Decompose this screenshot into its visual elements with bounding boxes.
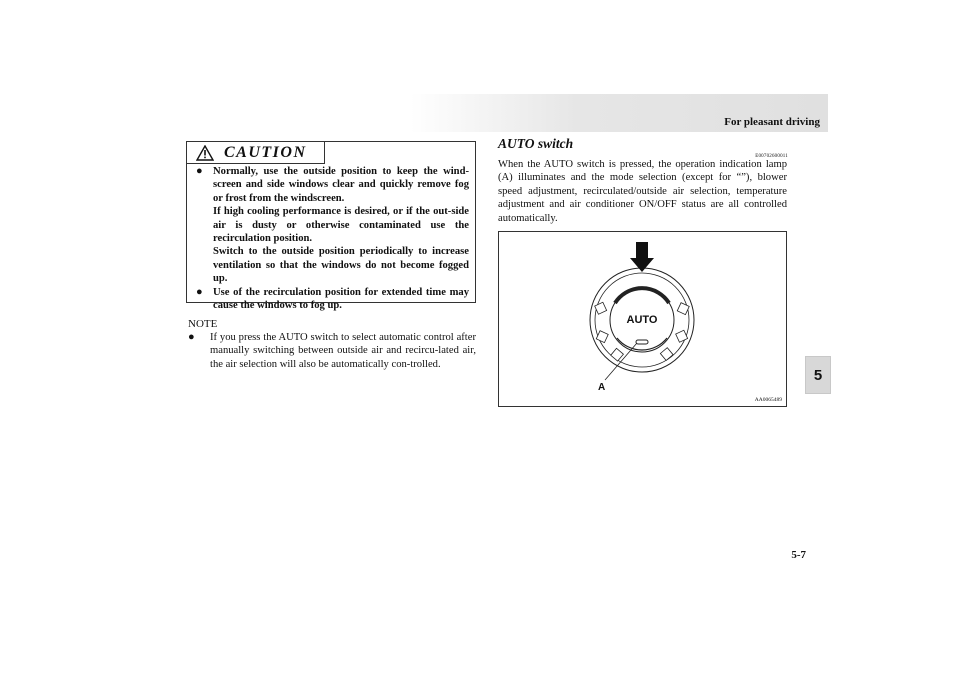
bullet-icon: ● bbox=[188, 331, 195, 343]
auto-switch-illustration bbox=[499, 232, 786, 406]
page-header-title: For pleasant driving bbox=[724, 116, 820, 128]
caution-header bbox=[187, 142, 325, 164]
note-label: NOTE bbox=[188, 318, 218, 330]
section-body: When the AUTO switch is pressed, the operation indication lamp (A) illuminates and the mode selection (except for “”), blower speed adjustment, recirculated/outside air selection, temperature adjustment and air conditioner ON/OFF status are all controlled automatically. bbox=[498, 159, 787, 224]
bullet-icon: ● bbox=[196, 165, 203, 177]
caution-item bbox=[195, 165, 469, 286]
chapter-tab: 5 bbox=[805, 356, 831, 394]
caution-box bbox=[186, 141, 476, 312]
caution-title: CAUTION bbox=[224, 143, 307, 161]
section-code: E00702600011 bbox=[755, 154, 788, 159]
auto-button-label: AUTO bbox=[626, 314, 658, 326]
caution-item-text: Normally, use the outside position to keep the wind-screen and side windows clear and quickly remove fog or frost from the windscreen. If high cooling performance is desired, or if the out-side air is dusty or otherwise contaminated use the recirculation position. Switch to the outside position periodically to increase ventilation so that the windows do not become fogged up. bbox=[213, 166, 469, 285]
callout-label-a: A bbox=[598, 382, 606, 393]
section-title: AUTO switch bbox=[498, 136, 574, 151]
figure-code: AA0065489 bbox=[754, 397, 782, 403]
caution-item bbox=[195, 286, 469, 313]
caution-list bbox=[195, 165, 469, 312]
warning-triangle-icon bbox=[196, 145, 214, 161]
page-number: 5-7 bbox=[791, 549, 806, 561]
bullet-icon: ● bbox=[196, 285, 203, 298]
caution-item-text: Use of the recirculation position for extended time may cause the windows to fog up. bbox=[213, 286, 469, 312]
note-item bbox=[188, 331, 476, 371]
note-item-text: If you press the AUTO switch to select automatic control after manually switching between outside air and recircu-lated air, the air selection will also be automatically con-trolled. bbox=[210, 332, 476, 370]
auto-switch-figure bbox=[498, 231, 787, 407]
